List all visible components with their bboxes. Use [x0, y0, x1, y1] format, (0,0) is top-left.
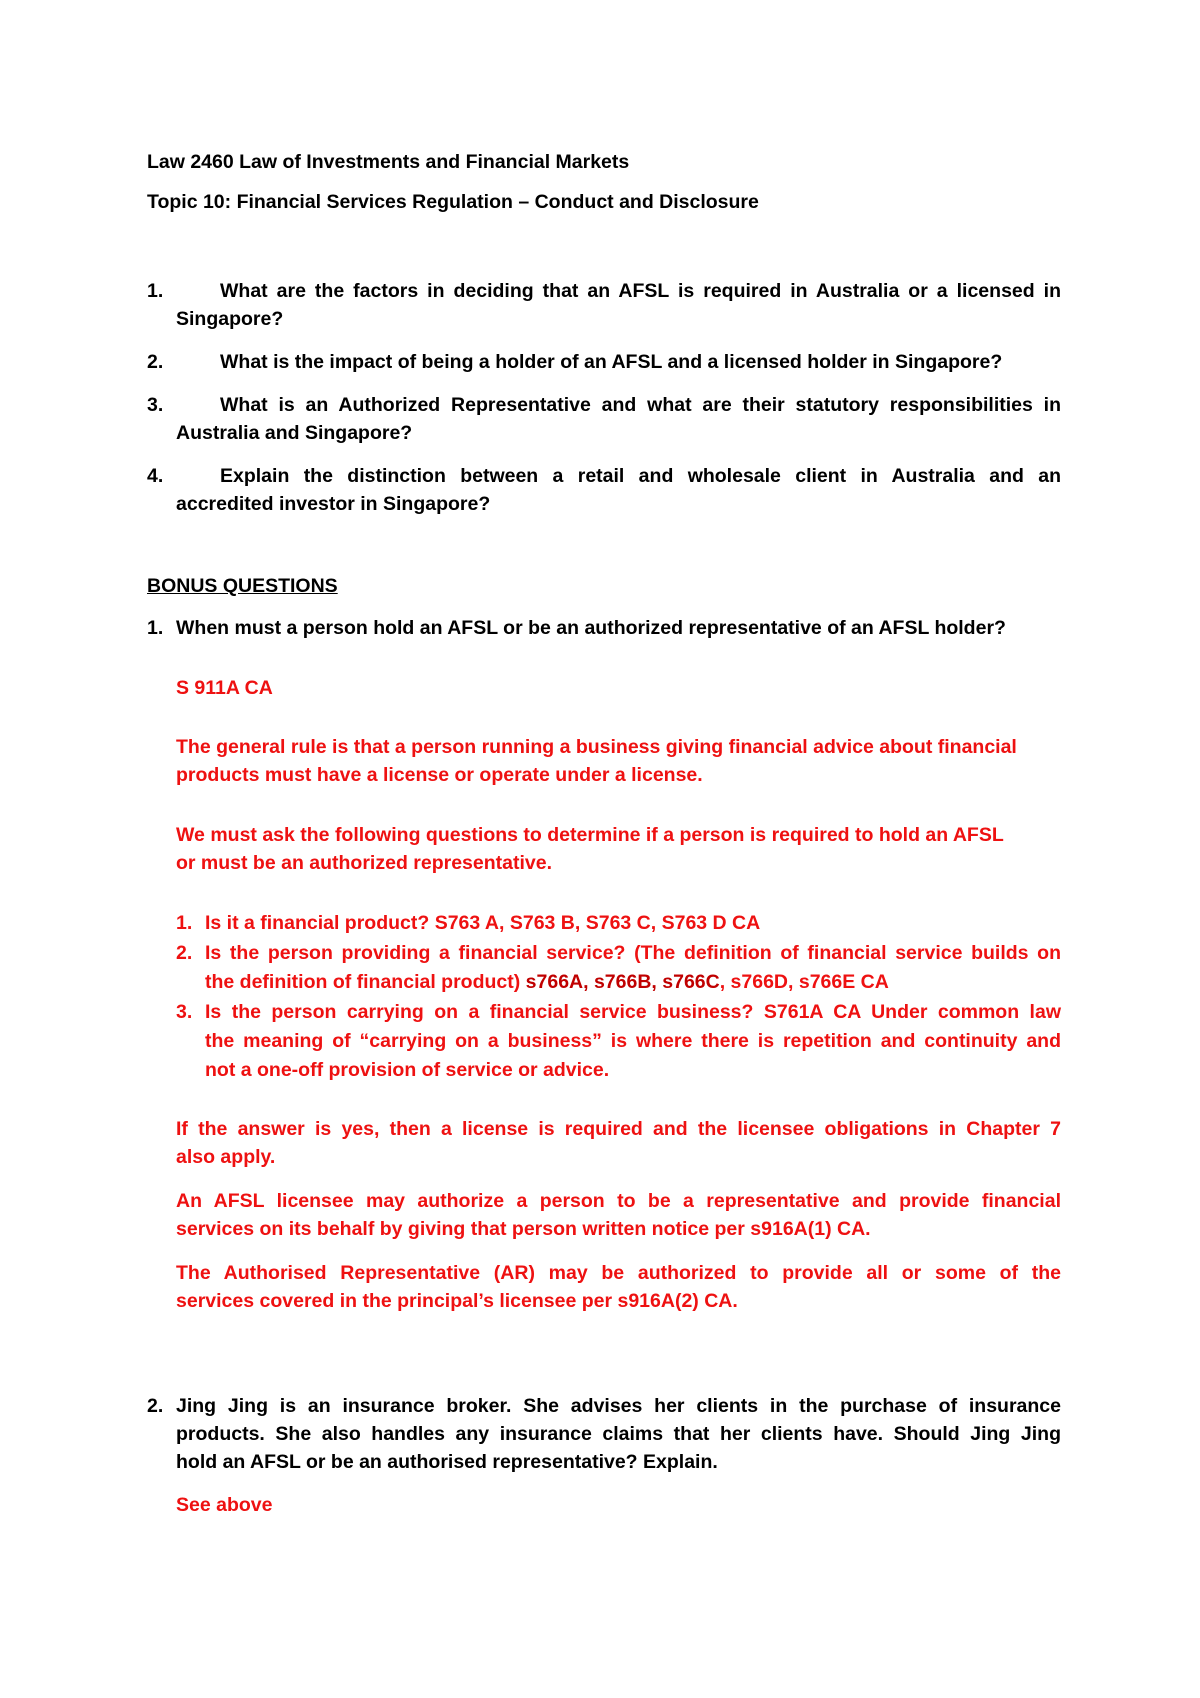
bonus-q1-text: When must a person hold an AFSL or be an authorized representative of an AFSL holder? [176, 617, 1006, 639]
q1-text-line1: What are the factors in deciding that an AFSL is required in Australia or a licensed in [220, 280, 1061, 302]
answer-questions-intro-line2: or must be an authorized representative. [176, 852, 553, 874]
q4-text-line2: accredited investor in Singapore? [176, 493, 491, 515]
sub-item-3-text-line2: the meaning of “carrying on a business” is where there is repetition and continuity and [205, 1030, 1061, 1052]
q2-text: What is the impact of being a holder of an AFSL and a licensed holder in Singapore? [220, 351, 1003, 373]
q4-number: 4. [147, 465, 164, 487]
q3-number: 3. [147, 394, 164, 416]
answer-afsl-licensee-line2: services on its behalf by giving that person written notice per s916A(1) CA. [176, 1218, 871, 1240]
sub-item-3-text-line1: Is the person carrying on a financial service business? S761A CA Under common law [205, 1001, 1061, 1023]
answer-if-yes-line1: If the answer is yes, then a license is required and the licensee obligations in Chapter 7 [176, 1118, 1061, 1140]
sub-item-3-text-line3: not a one-off provision of service or advice. [205, 1059, 610, 1081]
answer-general-rule-line2: products must have a license or operate under a license. [176, 764, 703, 786]
q3-text-line1: What is an Authorized Representative and what are their statutory responsibilities in [220, 394, 1061, 416]
q1-number: 1. [147, 280, 164, 302]
answer-general-rule-line1: The general rule is that a person running a business giving financial advice about financial [176, 736, 1017, 758]
bonus-q1-number: 1. [147, 617, 164, 639]
q3-text-line2: Australia and Singapore? [176, 422, 413, 444]
answer-questions-intro-line1: We must ask the following questions to determine if a person is required to hold an AFSL [176, 824, 1004, 846]
sub-item-1-number: 1. [176, 912, 193, 934]
q1-text-line2: Singapore? [176, 308, 284, 330]
q4-text-line1: Explain the distinction between a retail and wholesale client in Australia and an [220, 465, 1061, 487]
answer-afsl-licensee-line1: An AFSL licensee may authorize a person to be a representative and provide financial [176, 1190, 1061, 1212]
sub-item-2-text-line2: the definition of financial product) s766A, s766B, s766C, s766D, s766E CA [205, 971, 889, 993]
sub-item-3-number: 3. [176, 1001, 193, 1023]
bonus-q2-answer: See above [176, 1494, 273, 1516]
bonus-q2-text-line1: Jing Jing is an insurance broker. She advises her clients in the purchase of insurance [176, 1395, 1061, 1417]
bonus-q2-text-line3: hold an AFSL or be an authorised representative? Explain. [176, 1451, 718, 1473]
sub-item-2-number: 2. [176, 942, 193, 964]
sub-item-1-text: Is it a financial product? S763 A, S763 B, S763 C, S763 D CA [205, 912, 761, 934]
topic-title: Topic 10: Financial Services Regulation – Conduct and Disclosure [147, 191, 759, 213]
sub-item-2-text-line1: Is the person providing a financial service? (The definition of financial service builds on [205, 942, 1061, 964]
bonus-q2-number: 2. [147, 1395, 164, 1417]
bonus-heading: BONUS QUESTIONS [147, 575, 338, 597]
q2-number: 2. [147, 351, 164, 373]
course-title: Law 2460 Law of Investments and Financial Markets [147, 151, 630, 173]
answer-ar-line2: services covered in the principal’s licensee per s916A(2) CA. [176, 1290, 738, 1312]
answer-section-ref: S 911A CA [176, 677, 273, 699]
bonus-q2-text-line2: products. She also handles any insurance claims that her clients have. Should Jing Jing [176, 1423, 1061, 1445]
answer-ar-line1: The Authorised Representative (AR) may be authorized to provide all or some of the [176, 1262, 1061, 1284]
answer-if-yes-line2: also apply. [176, 1146, 276, 1168]
